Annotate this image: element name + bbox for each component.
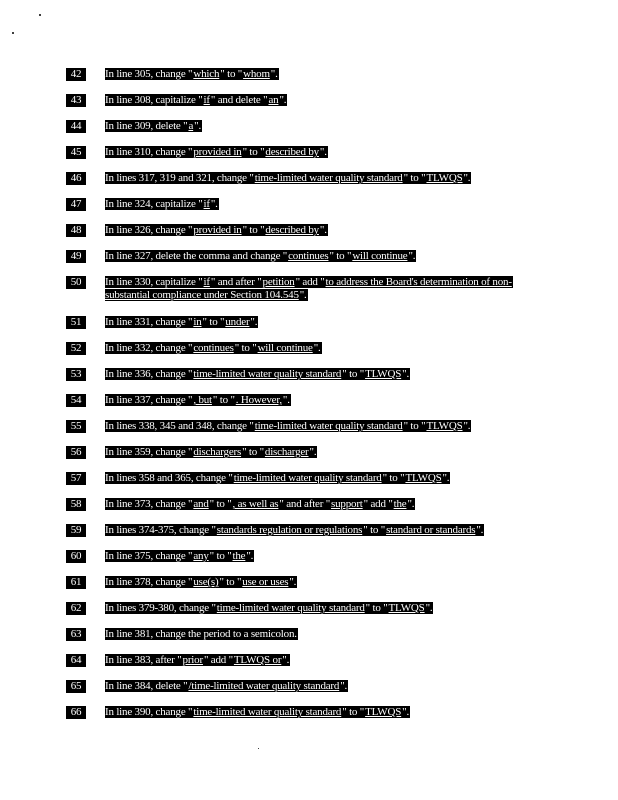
instruction-text: ". xyxy=(194,120,201,132)
list-item xyxy=(66,94,546,120)
quoted-text: TLWQS xyxy=(426,172,463,184)
instruction-text: ". xyxy=(407,498,415,510)
list-item xyxy=(66,576,546,602)
instruction-text: In line 324, capitalize " xyxy=(105,198,203,210)
instruction-text: " to " xyxy=(242,446,264,458)
quoted-text: /time-limited water quality standard xyxy=(188,680,340,692)
quoted-text: provided in xyxy=(193,146,242,158)
instruction-text: " to " xyxy=(342,706,365,718)
instruction-text: In lines 379-380, change " xyxy=(105,602,216,614)
quoted-text: time-limited water quality standard xyxy=(193,368,342,380)
list-item xyxy=(66,446,546,472)
item-number: 55 xyxy=(66,420,86,433)
item-number: 65 xyxy=(66,680,86,693)
item-text xyxy=(105,172,471,185)
quoted-text: standard or standards xyxy=(386,524,476,536)
instruction-text: ". xyxy=(299,289,307,301)
quoted-text: petition xyxy=(262,276,295,288)
instruction-text: ". xyxy=(313,342,321,354)
quoted-text: time-limited water quality standard xyxy=(233,472,382,484)
list-item xyxy=(66,368,546,394)
item-text xyxy=(105,368,410,381)
quoted-text: TLWQS xyxy=(405,472,442,484)
list-item xyxy=(66,120,546,146)
scan-speck xyxy=(258,748,259,749)
item-number: 66 xyxy=(66,706,86,719)
scan-speck xyxy=(39,14,41,16)
instruction-text: In lines 374-375, change " xyxy=(105,524,216,536)
quoted-text: time-limited water quality standard xyxy=(254,172,403,184)
item-number: 56 xyxy=(66,446,86,459)
item-text xyxy=(105,680,348,693)
instruction-text: ". xyxy=(282,394,290,406)
instruction-text: In line 308, capitalize " xyxy=(105,94,203,106)
quoted-text: use or uses xyxy=(242,576,289,588)
item-number: 42 xyxy=(66,68,86,81)
quoted-text: the xyxy=(393,498,407,510)
instruction-text: " to " xyxy=(202,316,225,328)
instruction-text: In line 326, change " xyxy=(105,224,193,236)
instruction-text: In line 381, change the period to a semicolon. xyxy=(105,628,297,640)
item-text xyxy=(105,602,433,615)
instruction-text: " to " xyxy=(220,68,243,80)
list-item xyxy=(66,342,546,368)
item-text xyxy=(105,706,410,719)
instruction-text: ". xyxy=(210,198,218,210)
list-item xyxy=(66,498,546,524)
quoted-text: TLWQS xyxy=(365,368,402,380)
item-text xyxy=(105,342,322,355)
instruction-text: ". xyxy=(309,446,317,458)
item-number: 50 xyxy=(66,276,86,289)
instruction-text: ". xyxy=(289,576,297,588)
quoted-text: will continue xyxy=(257,342,313,354)
quoted-text: TLWQS xyxy=(365,706,402,718)
instruction-text: ". xyxy=(402,706,409,718)
instruction-text: In line 383, after " xyxy=(105,654,182,666)
quoted-text: which xyxy=(193,68,220,80)
quoted-text: TLWQS xyxy=(426,420,463,432)
instruction-text: " to " xyxy=(219,576,242,588)
item-text xyxy=(105,628,298,641)
quoted-text: time-limited water quality standard xyxy=(216,602,365,614)
instruction-text: " to " xyxy=(342,368,365,380)
item-number: 49 xyxy=(66,250,86,263)
instruction-text: In line 337, change " xyxy=(105,394,193,406)
item-number: 44 xyxy=(66,120,86,133)
quoted-text: under xyxy=(225,316,250,328)
instruction-text: ". xyxy=(402,368,409,380)
item-text xyxy=(105,446,317,459)
list-item xyxy=(66,224,546,250)
instruction-text: In line 390, change " xyxy=(105,706,193,718)
item-text xyxy=(105,120,202,133)
list-item xyxy=(66,680,546,706)
instruction-text: ". xyxy=(425,602,433,614)
quoted-text: to address the Board's determination of non-substantial compliance under Section 104.545 xyxy=(105,276,512,301)
list-item xyxy=(66,172,546,198)
quoted-text: , as well as xyxy=(232,498,279,510)
instruction-text: In line 327, delete the comma and change " xyxy=(105,250,288,262)
instruction-text: ". xyxy=(250,316,258,328)
instruction-text: " to " xyxy=(209,498,232,510)
instruction-text: ". xyxy=(319,224,327,236)
instruction-text: In line 336, change " xyxy=(105,368,193,380)
instruction-text: ". xyxy=(319,146,327,158)
quoted-text: discharger xyxy=(264,446,309,458)
item-text xyxy=(105,576,297,589)
instruction-text: ". xyxy=(476,524,484,536)
list-item xyxy=(66,628,546,654)
instruction-text: In line 359, change " xyxy=(105,446,193,458)
item-text xyxy=(105,198,219,211)
item-text xyxy=(105,250,416,263)
instruction-text: ". xyxy=(282,654,290,666)
item-number: 51 xyxy=(66,316,86,329)
item-number: 57 xyxy=(66,472,86,485)
instruction-text: " to " xyxy=(382,472,405,484)
item-text xyxy=(105,394,291,407)
item-text xyxy=(105,654,290,667)
instruction-text: In line 378, change " xyxy=(105,576,193,588)
list-item xyxy=(66,250,546,276)
instruction-text: " and after " xyxy=(210,276,262,288)
instruction-text: In line 310, change " xyxy=(105,146,193,158)
quoted-text: a xyxy=(188,120,194,132)
instruction-text: In line 331, change " xyxy=(105,316,193,328)
instruction-text: " to " xyxy=(209,550,232,562)
instruction-text: ". xyxy=(408,250,416,262)
item-text xyxy=(105,420,471,433)
item-text xyxy=(105,276,531,302)
list-item xyxy=(66,654,546,680)
instruction-text: " to " xyxy=(403,172,426,184)
quoted-text: described by xyxy=(265,146,319,158)
item-text xyxy=(105,94,287,107)
item-number: 59 xyxy=(66,524,86,537)
item-number: 63 xyxy=(66,628,86,641)
instruction-text: ". xyxy=(279,94,287,106)
item-number: 58 xyxy=(66,498,86,511)
item-text xyxy=(105,498,415,511)
quoted-text: dischargers xyxy=(193,446,242,458)
instruction-text: " to " xyxy=(242,224,265,236)
item-number: 46 xyxy=(66,172,86,185)
item-number: 45 xyxy=(66,146,86,159)
item-text xyxy=(105,524,484,537)
item-text xyxy=(105,316,258,329)
instruction-text: " add " xyxy=(363,498,393,510)
instruction-text: " to " xyxy=(212,394,235,406)
quoted-text: described by xyxy=(265,224,319,236)
instruction-text: ". xyxy=(270,68,278,80)
instruction-text: In lines 317, 319 and 321, change " xyxy=(105,172,254,184)
instruction-text: In line 332, change " xyxy=(105,342,193,354)
quoted-text: use(s) xyxy=(193,576,219,588)
item-number: 61 xyxy=(66,576,86,589)
item-text xyxy=(105,550,254,563)
item-number: 60 xyxy=(66,550,86,563)
instruction-text: In line 330, capitalize " xyxy=(105,276,203,288)
item-text xyxy=(105,472,450,485)
list-item xyxy=(66,198,546,224)
quoted-text: the xyxy=(232,550,246,562)
instruction-text: " add " xyxy=(203,654,233,666)
instruction-text: ". xyxy=(442,472,450,484)
quoted-text: continues xyxy=(288,250,329,262)
instruction-text: ". xyxy=(463,172,471,184)
list-item xyxy=(66,316,546,342)
instruction-text: " to " xyxy=(234,342,257,354)
scan-speck xyxy=(12,32,14,34)
quoted-text: and xyxy=(193,498,209,510)
quoted-text: support xyxy=(331,498,363,510)
item-number: 43 xyxy=(66,94,86,107)
amendment-list xyxy=(66,68,546,732)
instruction-text: " to " xyxy=(403,420,426,432)
quoted-text: standards regulation or regulations xyxy=(216,524,363,536)
item-text xyxy=(105,68,279,81)
list-item xyxy=(66,276,546,316)
quoted-text: time-limited water quality standard xyxy=(254,420,403,432)
item-text xyxy=(105,224,328,237)
list-item xyxy=(66,146,546,172)
instruction-text: " and delete " xyxy=(210,94,268,106)
instruction-text: In line 373, change " xyxy=(105,498,193,510)
list-item xyxy=(66,420,546,446)
instruction-text: In line 309, delete " xyxy=(105,120,188,132)
quoted-text: whom xyxy=(243,68,270,80)
quoted-text: any xyxy=(193,550,209,562)
instruction-text: In lines 358 and 365, change " xyxy=(105,472,233,484)
quoted-text: in xyxy=(193,316,202,328)
quoted-text: if xyxy=(203,94,210,106)
quoted-text: TLWQS xyxy=(388,602,425,614)
instruction-text: " and after " xyxy=(279,498,331,510)
item-number: 48 xyxy=(66,224,86,237)
item-text xyxy=(105,146,328,159)
instruction-text: ". xyxy=(246,550,254,562)
instruction-text: In line 384, delete " xyxy=(105,680,188,692)
instruction-text: In line 305, change " xyxy=(105,68,193,80)
item-number: 47 xyxy=(66,198,86,211)
quoted-text: an xyxy=(268,94,279,106)
quoted-text: if xyxy=(203,276,210,288)
quoted-text: , but xyxy=(193,394,212,406)
quoted-text: time-limited water quality standard xyxy=(193,706,342,718)
list-item xyxy=(66,602,546,628)
list-item xyxy=(66,706,546,732)
instruction-text: ". xyxy=(463,420,471,432)
quoted-text: will continue xyxy=(352,250,408,262)
instruction-text: In line 375, change " xyxy=(105,550,193,562)
quoted-text: . However, xyxy=(235,394,282,406)
instruction-text: " to " xyxy=(365,602,388,614)
quoted-text: provided in xyxy=(193,224,242,236)
quoted-text: TLWQS or xyxy=(233,654,282,666)
item-number: 62 xyxy=(66,602,86,615)
item-number: 64 xyxy=(66,654,86,667)
item-number: 52 xyxy=(66,342,86,355)
list-item xyxy=(66,472,546,498)
list-item xyxy=(66,524,546,550)
list-item xyxy=(66,68,546,94)
instruction-text: " add " xyxy=(295,276,325,288)
list-item xyxy=(66,394,546,420)
instruction-text: " to " xyxy=(242,146,265,158)
quoted-text: continues xyxy=(193,342,234,354)
item-number: 54 xyxy=(66,394,86,407)
instruction-text: ". xyxy=(340,680,348,692)
instruction-text: In lines 338, 345 and 348, change " xyxy=(105,420,254,432)
quoted-text: if xyxy=(203,198,210,210)
quoted-text: prior xyxy=(182,654,203,666)
instruction-text: " to " xyxy=(363,524,386,536)
item-number: 53 xyxy=(66,368,86,381)
list-item xyxy=(66,550,546,576)
instruction-text: " to " xyxy=(329,250,352,262)
